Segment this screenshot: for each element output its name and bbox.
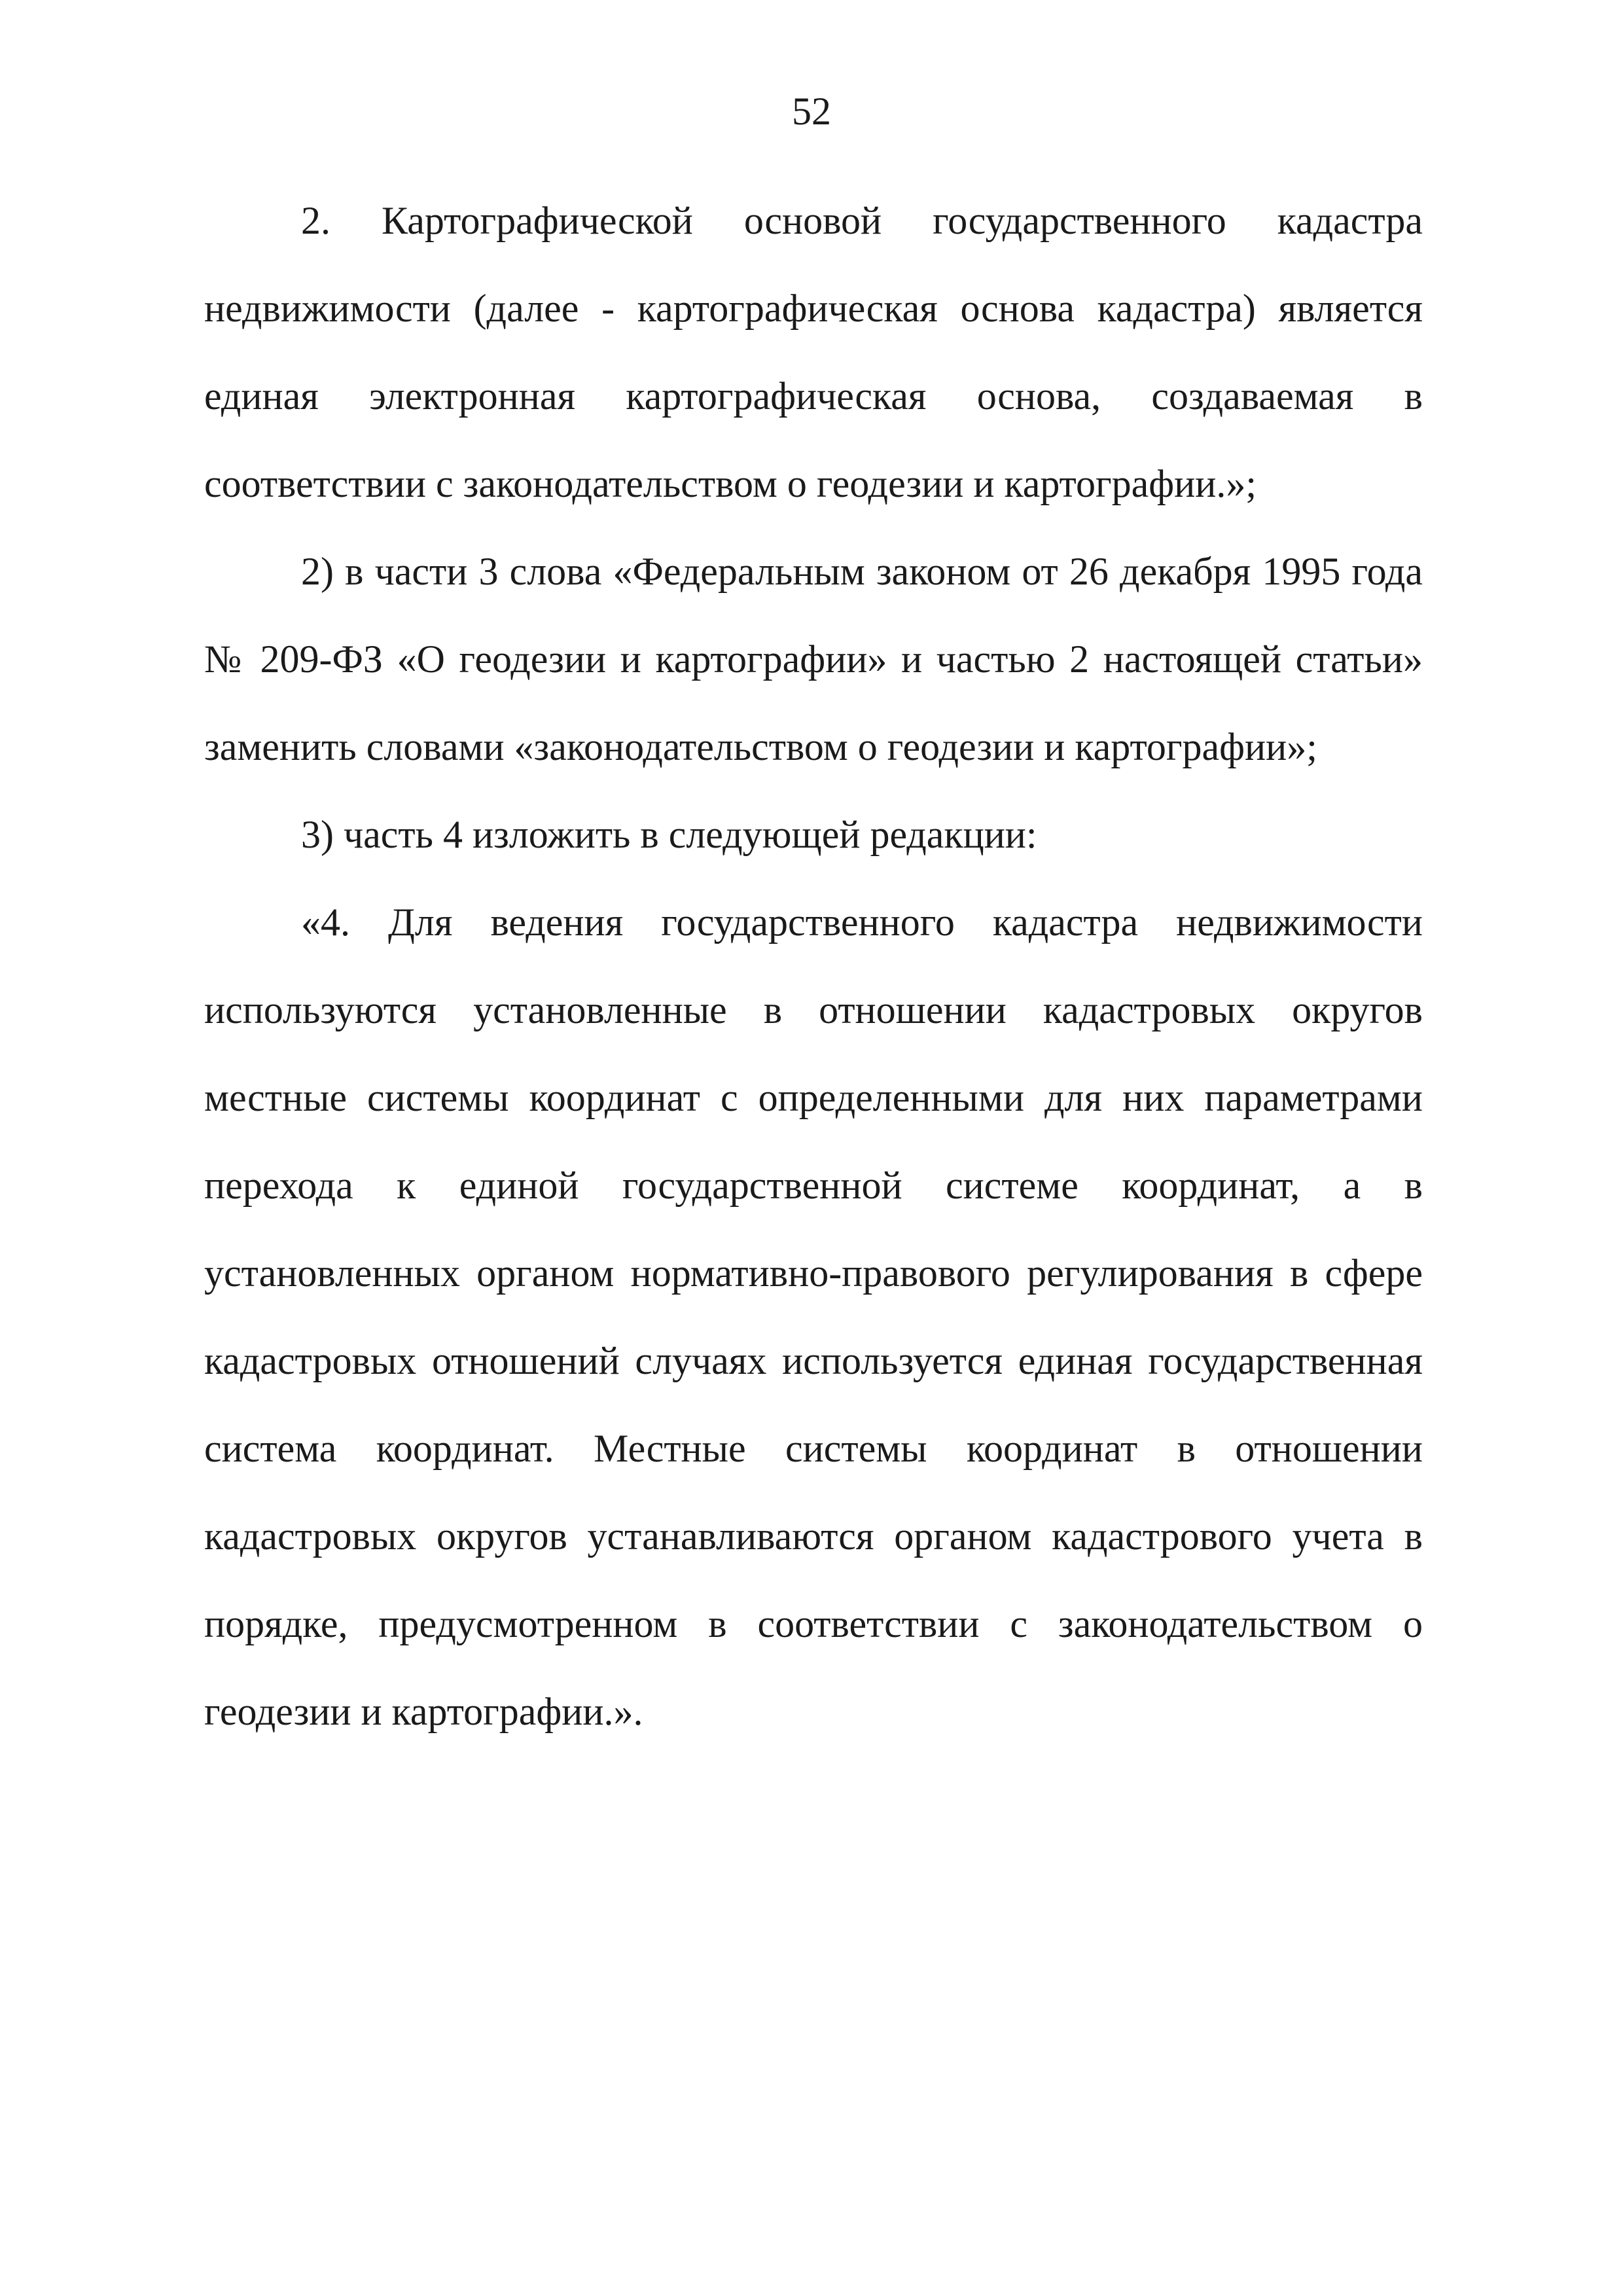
- document-body: [204, 177, 1423, 1755]
- paragraph-part-4-intro: 3) часть 4 изложить в следующей редакции:: [301, 813, 1037, 856]
- paragraph-part-4-text: «4. Для ведения государственного кадастра недвижимости используются установленные в отношении кадастровых округов местные системы координат с определенными для них параметрами перехода к единой государственной системе координат, а в установленных органом нормативно-правового регулирования в сфере кадастровых отношений случаях используется единая государственная система координат. Местные системы координат в отношении кадастровых округов устанавливаются органом кадастрового учета в порядке, предусмотренном в соответствии с законодательством о геодезии и картографии.».: [204, 901, 1423, 1733]
- paragraph-cartographic-basis: 2. Картографической основой государственного кадастра недвижимости (далее - картографическая основа кадастра) является единая электронная картографическая основа, создаваемая в соответствии с законодательством о геодезии и картографии.»;: [204, 199, 1423, 505]
- page-number: 52: [792, 90, 831, 133]
- paragraph-part-3-amendment: 2) в части 3 слова «Федеральным законом от 26 декабря 1995 года № 209-ФЗ «О геодезии и картографии» и частью 2 настоящей статьи» заменить словами «законодательством о геодезии и картографии»;: [204, 550, 1423, 768]
